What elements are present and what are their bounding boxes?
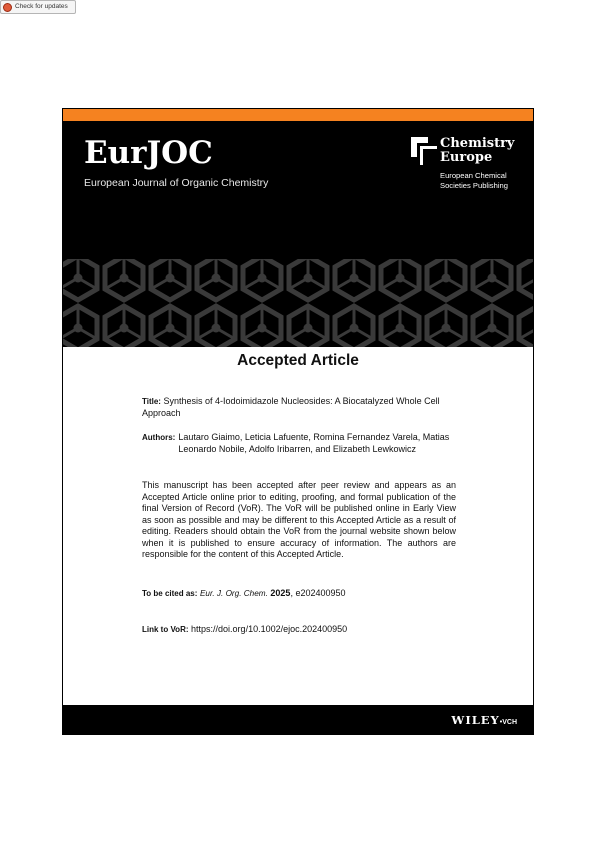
accent-bar bbox=[63, 109, 533, 121]
accepted-article-notice: This manuscript has been accepted after peer review and appears as an Accepted Article online prior to editing, proofing, and formal publication of the final Version of Record (VoR). The VoR will be published online in Early View as soon as possible and may be different to this Accepted Article as a result of editing. Readers should obtain the VoR from the journal website shown below when it is published to ensure accuracy of information. The authors are responsible for the content of this Accepted Article. bbox=[142, 480, 456, 559]
authors-field bbox=[142, 432, 462, 455]
cite-id: , e202400950 bbox=[290, 588, 346, 598]
article-title-field bbox=[142, 396, 442, 419]
footer-bar bbox=[63, 705, 533, 734]
check-for-updates-label: Check for updates bbox=[15, 2, 68, 10]
citation-field bbox=[142, 588, 462, 600]
cite-label: To be cited as: bbox=[142, 589, 198, 598]
article-title: Synthesis of 4-Iodoimidazole Nucleosides: A Biocatalyzed Whole Cell Approach bbox=[142, 396, 440, 418]
accepted-article-heading: Accepted Article bbox=[237, 352, 359, 369]
authors-label: Authors: bbox=[142, 433, 176, 442]
wiley-vch-logo bbox=[451, 713, 517, 727]
cite-journal: Eur. J. Org. Chem. bbox=[199, 589, 268, 598]
publisher-name: Chemistry Europe bbox=[440, 136, 515, 165]
journal-header bbox=[63, 121, 533, 347]
cite-year: 2025 bbox=[270, 588, 291, 598]
chemistry-europe-logo-icon bbox=[411, 137, 437, 165]
check-for-updates-badge[interactable] bbox=[0, 0, 76, 14]
cover-page bbox=[62, 108, 534, 735]
journal-subtitle: European Journal of Organic Chemistry bbox=[84, 177, 269, 189]
wiley-wordmark: WILEY bbox=[451, 713, 500, 727]
title-label: Title: bbox=[142, 397, 161, 406]
vor-link[interactable]: https://doi.org/10.1002/ejoc.202400950 bbox=[191, 624, 348, 634]
authors-list: Lautaro Giaimo, Leticia Lafuente, Romina Fernandez Varela, Matias Leonardo Nobile, Adolfo Iribarren, and Elizabeth Lewkowicz bbox=[178, 432, 450, 454]
vch-wordmark: •VCH bbox=[499, 719, 517, 726]
journal-title: EurJOC bbox=[84, 135, 213, 171]
vor-label: Link to VoR: bbox=[142, 625, 189, 634]
vor-link-field bbox=[142, 624, 462, 636]
crossmark-icon bbox=[3, 3, 12, 12]
publisher-subtitle: European Chemical Societies Publishing bbox=[440, 171, 508, 190]
hexagon-pattern-decoration bbox=[63, 259, 533, 347]
